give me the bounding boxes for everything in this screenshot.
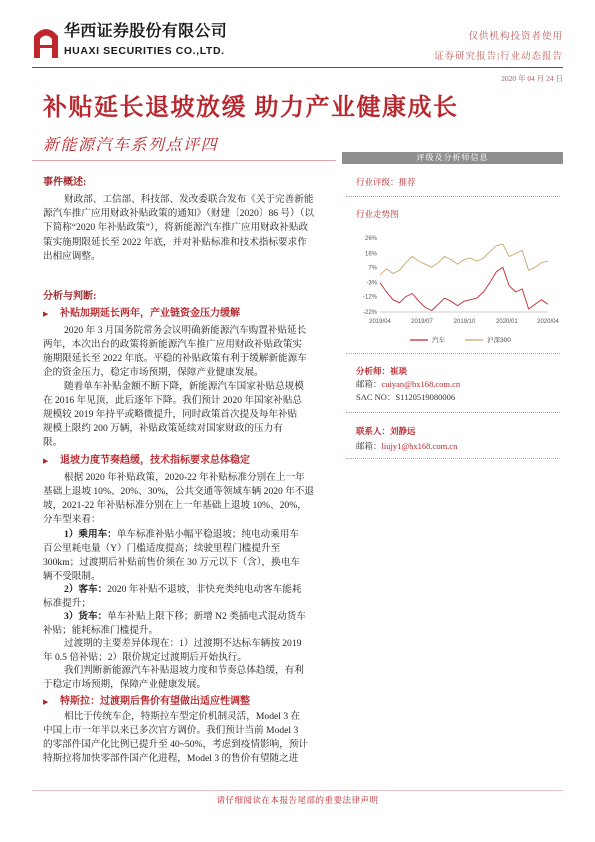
legend-label: 汽车 — [432, 337, 445, 344]
y-tick-label: -3% — [366, 280, 377, 287]
paragraph-line — [43, 528, 335, 542]
dotted-divider — [346, 458, 560, 459]
paragraph-line: 辆不受限制。 — [43, 571, 101, 582]
item-label: 1）乘用车： — [64, 529, 117, 540]
paragraph-line: 规模较 2019 年持平或略微提升，同时政策首次提及每年补贴 — [43, 409, 298, 420]
x-tick-label: 2019/10 — [453, 319, 476, 325]
y-tick-label: 7% — [368, 265, 377, 272]
y-tick-label: -12% — [362, 294, 377, 301]
y-tick-label: 16% — [364, 251, 377, 258]
dotted-divider — [346, 196, 560, 197]
paragraph — [43, 471, 335, 527]
contact-email: liujy1@hx168.com.cn — [381, 441, 458, 451]
huaxi-logo-icon — [32, 24, 60, 58]
series-line-1 — [380, 267, 548, 310]
analyst-row — [356, 365, 556, 377]
paragraph — [43, 710, 335, 766]
header-divider — [32, 67, 563, 68]
paragraph-line: 过渡期的主要差异体现在：1）过渡期不达标车辆按 2019 — [64, 638, 302, 649]
item-text: 2020 年补贴不退坡，非快充类纯电动客车能耗 — [107, 584, 302, 595]
analysis-heading: 分析与判断: — [43, 291, 97, 302]
paragraph-line — [43, 583, 335, 597]
x-tick-label: 2020/01 — [496, 319, 518, 325]
x-tick-label: 2019/04 — [369, 319, 391, 325]
paragraph-line: 源汽车推广应用财政补贴政策的通知》（财建〔2020〕86 号）（以 — [43, 208, 315, 220]
paragraph-line: 规模上限约 200 万辆，补贴政策延续对国家财政的压力有 — [43, 423, 283, 434]
contact-name: 刘静远 — [390, 426, 416, 436]
paragraph-line: 随着单车补贴金额不断下降，新能源汽车国家补贴总规模 — [64, 381, 304, 392]
contact-row — [356, 425, 556, 437]
triangle-bullet-icon: ▶ — [43, 310, 49, 318]
paragraph-line: 两年，本次出台的政策将新能源汽车推广应用财政补贴政策实 — [43, 339, 303, 350]
section-heading — [43, 454, 335, 468]
email-label: 邮箱： — [356, 379, 382, 389]
rating-label: 行业评级： — [356, 177, 399, 187]
paragraph-line: 补贴；能耗标准门槛提升。 — [43, 625, 159, 636]
paragraph-line: 出相应调整。 — [43, 250, 101, 262]
sac-number: S1120519080006 — [395, 392, 456, 402]
paragraph-line: 财政部、工信部、科技部、发改委联合发布《关于完善新能 — [64, 194, 314, 205]
paragraph-line: 在 2016 年见顶，此后逐年下降。我们预计 2020 年国家补贴总 — [43, 395, 303, 406]
series-line-2 — [380, 244, 548, 275]
footer-disclaimer: 请仔细阅读在本报告尾部的重要法律声明 — [216, 795, 379, 805]
section-heading — [43, 307, 335, 321]
dotted-divider — [346, 412, 560, 413]
legend-label: 沪深300 — [487, 337, 511, 344]
company-name-cn: 华西证券股份有限公司 — [64, 23, 228, 40]
report-type: 证券研究报告|行业动态报告 — [434, 52, 563, 62]
analyst-label: 分析师： — [356, 366, 391, 376]
event-heading: 事件概述: — [43, 177, 87, 188]
paragraph-line: 企的资金压力，稳定市场预期，保障产业健康发展。 — [43, 367, 264, 378]
analyst-name: 崔琰 — [390, 366, 408, 376]
page-subtitle: 新能源汽车系列点评四 — [43, 137, 219, 154]
paragraph-line: 坡，2021-22 年补贴标准分别在上一年基础上退坡 10%、20%， — [43, 500, 307, 511]
analyst-email-row — [356, 378, 556, 390]
paragraph — [43, 583, 335, 611]
paragraph — [43, 324, 335, 380]
paragraph-line: 百公里耗电量（Y）门槛适度提高；续驶里程门槛提升至 — [43, 543, 281, 554]
paragraph-line: 我们判断新能源汽车补贴退坡力度和节奏总体趋缓，有利 — [64, 665, 304, 676]
item-label: 2）客车： — [64, 584, 108, 595]
dotted-divider — [346, 353, 560, 354]
paragraph-line: 根据 2020 年补贴政策，2020-22 年补贴标准分别在上一年 — [64, 472, 305, 483]
trend-chart — [342, 222, 563, 350]
page-title: 补贴延长退坡放缓 助力产业健康成长 — [43, 95, 459, 121]
paragraph-line: 300km；过渡期后补贴前售价须在 30 万元以下（含），换电车 — [43, 557, 300, 568]
sac-row — [356, 391, 556, 403]
paragraph-line: 分车型来看： — [43, 514, 101, 525]
paragraph — [43, 610, 335, 638]
x-tick-label: 2020/04 — [537, 319, 559, 325]
paragraph-line: 中国上市一年半以来已多次官方调价。我们预计当前 Model 3 — [43, 725, 299, 736]
paragraph-line: 施期限延长至 2022 年底。平稳的补贴政策有利于缓解新能源车 — [43, 353, 307, 364]
paragraph — [43, 528, 335, 584]
footer-divider — [32, 790, 563, 791]
item-label: 3）货车： — [64, 611, 108, 622]
triangle-bullet-icon: ▶ — [43, 698, 49, 706]
paragraph — [43, 664, 335, 692]
event-paragraph — [43, 193, 335, 264]
audience-note: 仅供机构投资者使用 — [468, 32, 563, 42]
x-tick-label: 2019/07 — [411, 319, 433, 325]
paragraph-line: 基础上退坡 10%、20%、30%，公共交通等领域车辆 2020 年不退 — [43, 486, 315, 497]
paragraph-line: 策实施期限延长至 2022 年底，并对补贴标准和技术指标要求作 — [43, 236, 307, 248]
y-tick-label: 26% — [364, 236, 377, 242]
paragraph-line — [43, 610, 335, 624]
paragraph-line: 于稳定市场预期，保障产业健康发展。 — [43, 679, 207, 690]
triangle-bullet-icon: ▶ — [43, 457, 49, 465]
contact-label: 联系人： — [356, 426, 391, 436]
paragraph-line: 的零部件国产化比例已提升至 40~50%，考虑到疫情影响，预计 — [43, 739, 309, 750]
subtitle-divider — [32, 160, 336, 161]
y-tick-label: -22% — [362, 310, 377, 316]
paragraph-line: 标准提升； — [43, 598, 91, 609]
paragraph-line: 年 0.5 倍补贴；2）限价规定过渡期后开始执行。 — [43, 652, 247, 663]
industry-rating — [356, 176, 556, 188]
email-label: 邮箱： — [356, 441, 382, 451]
rating-value: 推荐 — [398, 177, 416, 187]
paragraph-line: 2020 年 3 月国务院常务会议明确新能源汽车购置补贴延长 — [64, 325, 307, 336]
rating-panel-header: 评级及分析师信息 — [342, 152, 563, 164]
paragraph — [43, 380, 335, 450]
contact-email-row — [356, 440, 556, 452]
report-date: 2020 年 04 月 24 日 — [501, 74, 563, 83]
item-text: 单车标准补贴小幅平稳退坡；纯电动乘用车 — [116, 529, 300, 540]
section-heading — [43, 695, 335, 709]
paragraph-line: 相比于传统车企，特斯拉车型定价机制灵活，Model 3 在 — [64, 711, 301, 722]
section-title: 补贴加期延长两年，产业链资金压力缓解 — [60, 308, 240, 319]
section-title: 退坡力度节奏趋缓，技术指标要求总体稳定 — [60, 455, 250, 466]
item-text: 单车补贴上限下移；新增 N2 类插电式混动货车 — [107, 611, 306, 622]
section-title: 特斯拉：过渡期后售价有望做出适应性调整 — [60, 696, 250, 707]
paragraph — [43, 637, 335, 665]
analyst-email: cuiyan@hx168.com.cn — [381, 379, 461, 389]
paragraph-line: 特斯拉将加快零部件国产化进程，Model 3 的售价有望随之进 — [43, 753, 299, 764]
chart-title: 行业走势图 — [356, 209, 399, 219]
company-name-en: HUAXI SECURITIES CO.,LTD. — [64, 45, 225, 57]
paragraph-line: 下简称“2020 年补贴政策”），将新能源汽车推广应用财政补贴政 — [43, 222, 309, 234]
sac-label: SAC NO： — [356, 392, 396, 402]
paragraph-line: 限。 — [43, 437, 63, 448]
